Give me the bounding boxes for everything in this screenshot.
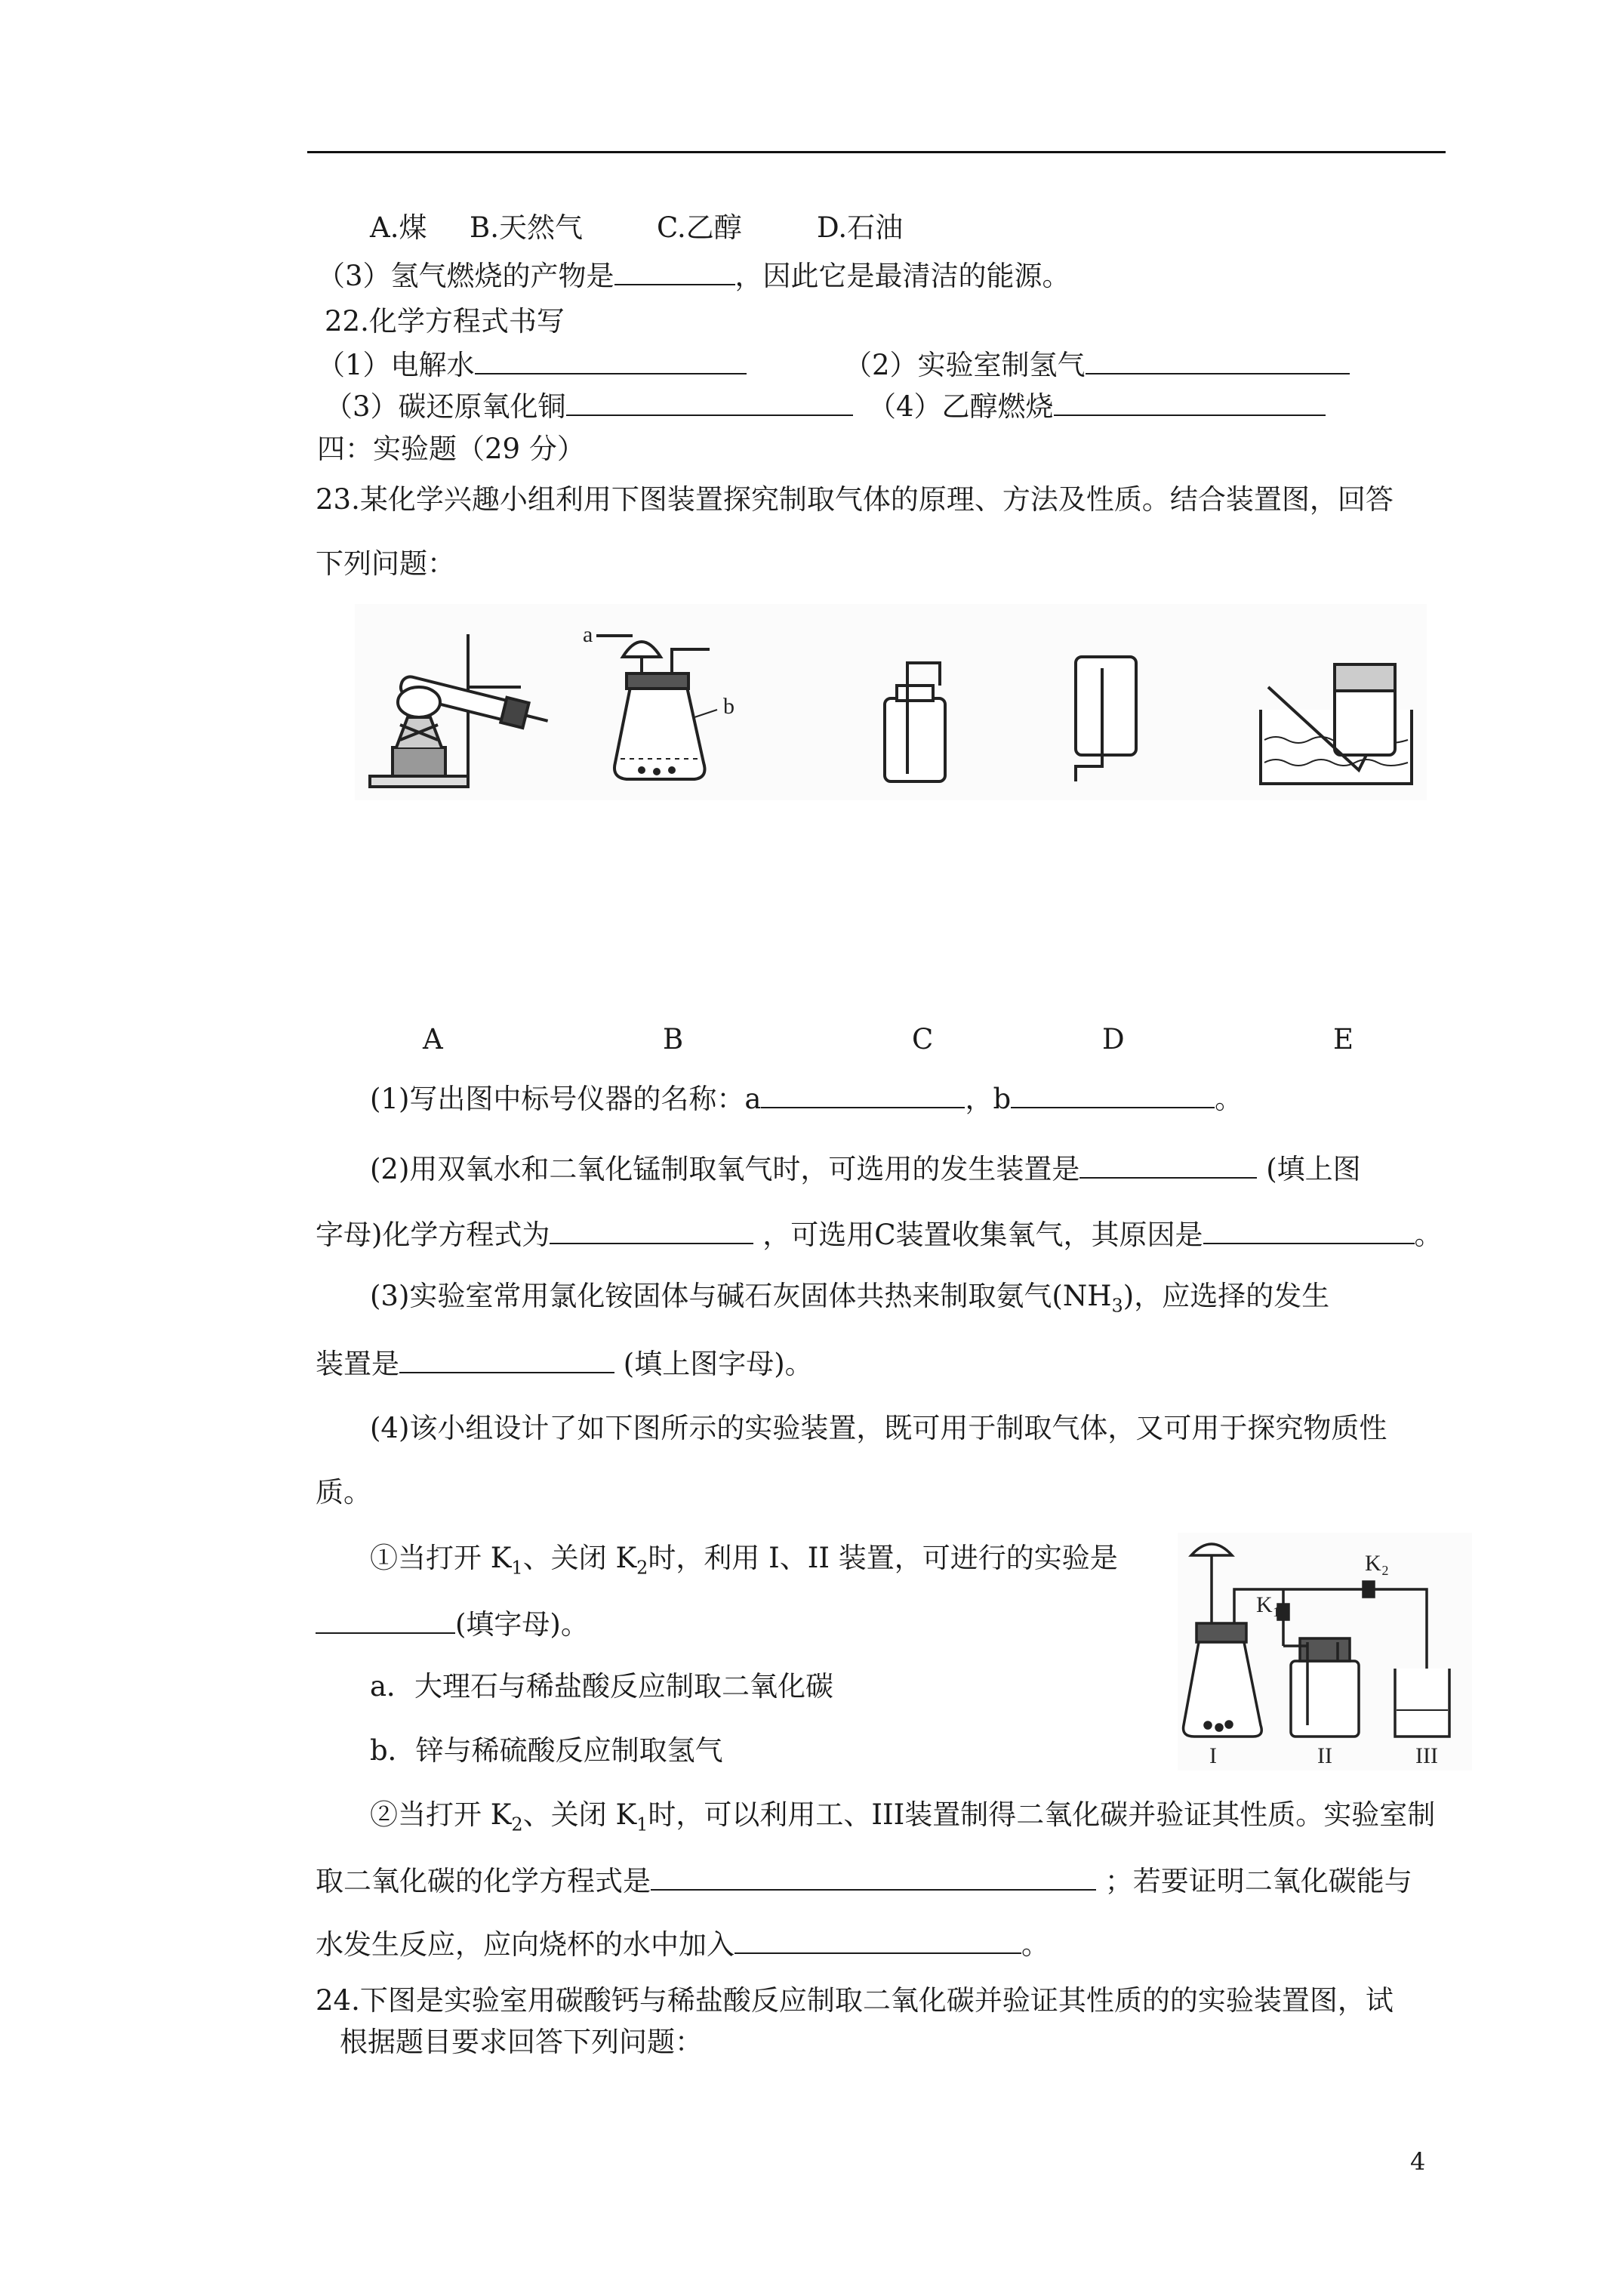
q23-part2-line1: (2)用双氧水和二氧化锰制取氧气时，可选用的发生装置是 (填上图 [370,1153,1361,1185]
q23-part4-line1: (4)该小组设计了如下图所示的实验装置，既可用于制取气体，又可用于探究物质性 [370,1412,1387,1444]
answer-blank[interactable] [614,258,735,285]
fig-label-a: A [423,1023,443,1056]
answer-blank[interactable] [1079,1151,1257,1179]
fig-label-c: C [912,1023,934,1056]
answer-blank[interactable] [1203,1217,1415,1244]
q23-intro-line1: 23.某化学兴趣小组利用下图装置探究制取气体的原理、方法及性质。结合装置图，回答 [316,483,1394,516]
answer-blank[interactable] [735,1927,1021,1954]
q23-c1-line2: (填字母)。 [316,1607,589,1641]
answer-blank[interactable] [316,1607,455,1634]
choice-a: A.煤 [370,211,427,244]
answer-blank[interactable] [1086,347,1350,374]
fig-label-b: B [663,1023,684,1056]
apparatus-figure-2 [1178,1533,1472,1771]
q23-option-a: a．大理石与稀盐酸反应制取二氧化碳 [370,1670,834,1703]
answer-blank[interactable] [1011,1081,1215,1108]
q23-part3-line1: (3)实验室常用氯化铵固体与碱石灰固体共热来制取氨气$(NH_3)$，应选择的发生 [370,1280,1330,1317]
q24-line1: 24.下图是实验室用碳酸钙与稀盐酸反应制取二氧化碳并验证其性质的的实验装置图，试 [316,1984,1394,2017]
q23-c2-line2: 取二氧化碳的化学方程式是 ；若要证明二氧化碳能与 [316,1865,1412,1897]
choice-d: D.石油 [817,211,904,244]
q21-part3: （3）氢气燃烧的产物是 ，因此它是最清洁的能源。 [317,260,1070,292]
label-iii: III [1415,1743,1438,1768]
label-k2: K₂ [1365,1551,1390,1576]
label-i: I [1209,1743,1217,1768]
q23-part1: (1)写出图中标号仪器的名称：a ，b 。 [370,1083,1243,1115]
q23-option-b: b．锌与稀硫酸反应制取氢气 [370,1734,723,1767]
q23-intro-line2: 下列问题： [316,547,455,580]
q23-part2-line2: 字母)化学方程式为 ，可选用C装置收集氧气，其原因是 。 [316,1219,1443,1251]
q22-part3: （3）碳还原氧化铜 [325,389,853,424]
answer-blank[interactable] [475,347,747,374]
q22-part4: （4）乙醇燃烧 [868,389,1326,424]
answer-blank[interactable] [399,1346,614,1373]
q23-part3-line2: 装置是 (填上图字母)。 [316,1348,813,1380]
answer-blank[interactable] [566,389,853,416]
label-a: a [583,622,593,647]
answer-blank[interactable] [1054,389,1326,416]
header-rule [307,151,1446,153]
q23-c1-line1: ①当打开 $K_1$、关闭 $K_2$时，利用 I、II 装置，可进行的实验是 [370,1542,1118,1579]
q22-part2: （2）实验室制氢气 [844,347,1350,382]
q22-part1: （1）电解水 [317,347,747,382]
apparatus-figure [355,604,1427,800]
q23-c2-line1: ②当打开 $K_2$、关闭 $K_1$时，可以利用工、III装置制得二氧化碳并验证其性质。实验室制 [370,1798,1436,1835]
answer-blank[interactable] [651,1863,1096,1891]
section-heading: 四：实验题（29 分） [317,433,585,465]
fig-label-e: E [1333,1023,1354,1056]
answer-blank[interactable] [550,1217,753,1244]
q23-c2-line3: 水发生反应，应向烧杯的水中加入 。 [316,1928,1049,1961]
q24-line2: 根据题目要求回答下列问题： [340,2026,703,2058]
q23-part4-line2: 质。 [316,1476,371,1509]
label-k1: K₁ [1256,1592,1281,1617]
choice-b: B.天然气 [470,211,583,244]
label-b: b [723,694,735,719]
choice-c: C.乙醇 [657,211,742,244]
q22-title: 22.化学方程式书写 [325,305,565,337]
answer-blank[interactable] [761,1081,965,1108]
label-ii: II [1317,1743,1332,1768]
page-number: 4 [1410,2147,1426,2176]
fig-label-d: D [1102,1023,1125,1056]
